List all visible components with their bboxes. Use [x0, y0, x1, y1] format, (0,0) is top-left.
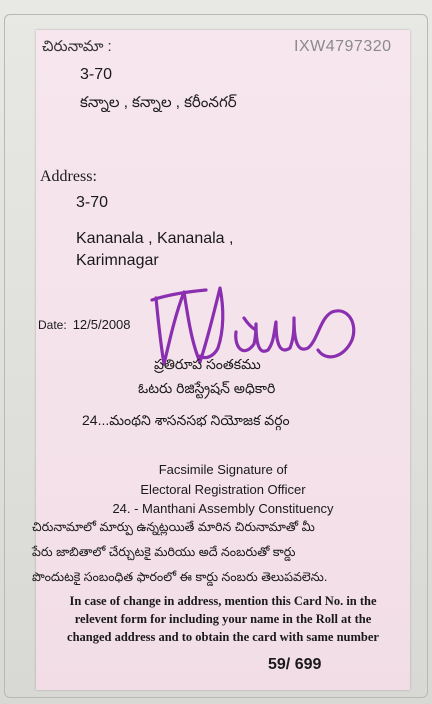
telugu-house-number: 3-70 [80, 66, 113, 83]
date-label: Date: [38, 318, 67, 332]
note-line-1: In case of change in address, mention this Card No. in the [69, 594, 377, 608]
page-number: 59/ 699 [268, 656, 322, 673]
facsimile-line-2: Electoral Registration Officer [140, 482, 306, 497]
telugu-facsimile-line-1: ప్రతిరూప సంతకము [154, 356, 261, 372]
telugu-facsimile-line-2: ఓటరు రిజిస్ట్రేషన్ అధికారి [138, 380, 276, 396]
address-line-1: Kananala , Kananala , [76, 230, 234, 247]
date-row [38, 317, 131, 332]
date-value: 12/5/2008 [72, 317, 131, 332]
house-number: 3-70 [76, 194, 109, 211]
note-line-2: relevent form for including your name in the Roll at the [74, 612, 372, 626]
telugu-note-line-3: పొందుటకై సంబంధిత ఫారంలో ఈ కార్డు నంబరు తెలుపవలెను. [32, 570, 328, 584]
epic-number: IXW4797320 [294, 38, 392, 55]
facsimile-line-3: 24. - Manthani Assembly Constituency [112, 501, 334, 516]
telugu-address-label: చిరునామా : [42, 38, 112, 55]
telugu-address: కన్నాల , కన్నాల , కరీంనగర్ [80, 94, 237, 111]
address-label: Address: [40, 168, 97, 185]
facsimile-line-1: Facsimile Signature of [158, 462, 288, 477]
telugu-note-line-2: పేరు జాబితాలో చేర్చుటకై మరియు అదే నంబరుతో కార్డు [32, 545, 296, 559]
address-line-2: Karimnagar [76, 252, 159, 269]
voter-id-card-back [32, 30, 410, 690]
telugu-note-line-1: చిరునామాలో మార్పు ఉన్నట్లయితే మారిన చిరునామాతో మీ [32, 520, 315, 534]
note-line-3: changed address and to obtain the card with same number [67, 630, 379, 644]
telugu-facsimile-line-3: 24...మంథని శాసనసభ నియోజక వర్గం [82, 412, 290, 428]
